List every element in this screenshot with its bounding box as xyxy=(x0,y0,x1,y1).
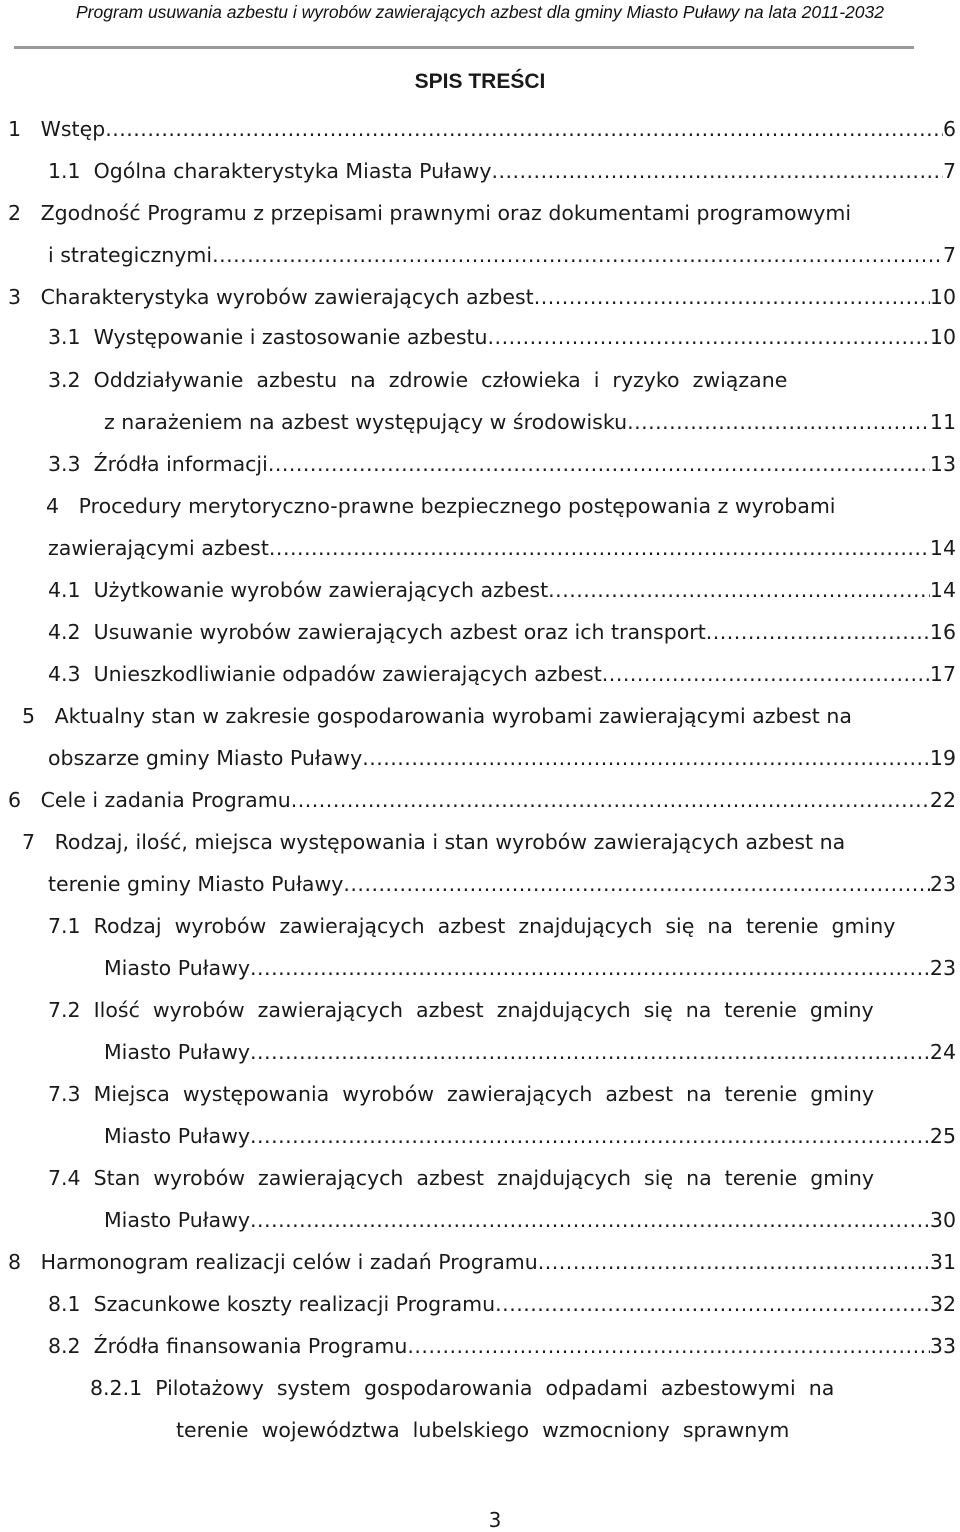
toc-leader-dots xyxy=(212,240,943,270)
toc-entry[interactable] xyxy=(48,156,956,186)
toc-page-number: 25 xyxy=(929,1124,956,1148)
toc-entry-text: Miasto Puławy xyxy=(104,1040,251,1064)
toc-entry-text: Miasto Puławy xyxy=(104,956,251,980)
toc-entry-text: 8.2.1 Pilotażowy system gospodarowania odpadami azbestowymi na xyxy=(90,1376,835,1400)
toc-leader-dots xyxy=(343,869,930,899)
toc-leader-dots xyxy=(495,1289,930,1319)
toc-leader-dots xyxy=(627,407,930,437)
toc-leader-dots xyxy=(491,156,943,186)
toc-title: SPIS TREŚCI xyxy=(414,70,546,93)
toc-page-number: 32 xyxy=(929,1292,956,1316)
toc-leader-dots xyxy=(362,743,930,773)
toc-entry[interactable] xyxy=(48,617,956,647)
toc-entry-text: zawierającymi azbest xyxy=(48,536,269,560)
toc-leader-dots xyxy=(250,1037,930,1067)
toc-entry-text: 7.4 Stan wyrobów zawierających azbest znajdujących się na terenie gminy xyxy=(48,1166,875,1190)
toc-entry-continuation[interactable] xyxy=(48,533,956,563)
toc-entry[interactable] xyxy=(48,1163,918,1193)
toc-entry-text: 7 Rodzaj, ilość, miejsca występowania i stan wyrobów zawierających azbest na xyxy=(22,830,846,854)
toc-leader-dots xyxy=(250,953,930,983)
toc-page-number: 14 xyxy=(929,578,956,602)
toc-entry-continuation[interactable] xyxy=(48,240,956,270)
toc-entry[interactable] xyxy=(8,785,956,815)
toc-leader-dots xyxy=(538,1247,930,1277)
toc-entry-text: terenie gminy Miasto Puławy xyxy=(48,872,344,896)
toc-page-number: 10 xyxy=(929,325,956,349)
toc-entry-text: 3.3 Źródła informacji xyxy=(48,452,268,476)
toc-page-number: 30 xyxy=(929,1208,956,1232)
toc-leader-dots xyxy=(534,282,930,312)
toc-page-number: 10 xyxy=(929,285,956,309)
toc-leader-dots xyxy=(488,322,930,352)
toc-entry-text: Miasto Puławy xyxy=(104,1208,251,1232)
toc-page-number: 22 xyxy=(929,788,956,812)
toc-entry-text: 4.3 Unieszkodliwianie odpadów zawierających azbest xyxy=(48,662,602,686)
toc-entry[interactable] xyxy=(22,701,918,731)
toc-leader-dots xyxy=(602,659,930,689)
toc-entry[interactable] xyxy=(48,1331,956,1361)
toc-entry[interactable] xyxy=(8,1247,956,1277)
toc-page-number: 33 xyxy=(929,1334,956,1358)
toc-entry-continuation[interactable] xyxy=(176,1415,918,1445)
running-header: Program usuwania azbestu i wyrobów zawierających azbest dla gminy Miasto Puławy na lata 2011-2032 xyxy=(75,2,884,22)
toc-page-number: 6 xyxy=(942,117,956,141)
toc-entry-text: 3.1 Występowanie i zastosowanie azbestu xyxy=(48,325,488,349)
toc-entry-text: 7.1 Rodzaj wyrobów zawierających azbest znajdujących się na terenie gminy xyxy=(48,914,896,938)
toc-entry[interactable] xyxy=(48,365,918,395)
toc-entry-text: 4 Procedury merytoryczno-prawne bezpiecznego postępowania z wyrobami xyxy=(46,494,836,518)
toc-entry[interactable] xyxy=(8,198,918,228)
toc-entry-continuation[interactable] xyxy=(104,407,956,437)
toc-entry-text: 8 Harmonogram realizacji celów i zadań Programu xyxy=(8,1250,538,1274)
page-number: 3 xyxy=(488,1508,502,1532)
toc-page-number: 31 xyxy=(929,1250,956,1274)
toc-page-number: 11 xyxy=(929,410,956,434)
toc-entry[interactable] xyxy=(48,911,918,941)
toc-entry-text: Miasto Puławy xyxy=(104,1124,251,1148)
toc-page-number: 7 xyxy=(942,159,956,183)
toc-leader-dots xyxy=(268,449,930,479)
toc-leader-dots xyxy=(407,1331,930,1361)
toc-entry-continuation[interactable] xyxy=(104,1037,956,1067)
toc-entry[interactable] xyxy=(48,322,956,352)
toc-entry[interactable] xyxy=(90,1373,918,1403)
toc-page-number: 19 xyxy=(929,746,956,770)
toc-leader-dots xyxy=(706,617,930,647)
toc-leader-dots xyxy=(250,1121,930,1151)
toc-leader-dots xyxy=(548,575,930,605)
toc-page-number: 23 xyxy=(929,872,956,896)
toc-entry-continuation[interactable] xyxy=(104,1205,956,1235)
toc-entry-text: 1.1 Ogólna charakterystyka Miasta Puławy xyxy=(48,159,492,183)
toc-page-number: 14 xyxy=(929,536,956,560)
toc-entry[interactable] xyxy=(48,1079,918,1109)
toc-entry-text: 2 Zgodność Programu z przepisami prawnymi oraz dokumentami programowymi xyxy=(8,201,852,225)
toc-page-number: 23 xyxy=(929,956,956,980)
toc-entry-text: 7.3 Miejsca występowania wyrobów zawierających azbest na terenie gminy xyxy=(48,1082,875,1106)
toc-entry[interactable] xyxy=(22,827,918,857)
toc-entry-text: 8.2 Źródła finansowania Programu xyxy=(48,1334,408,1358)
toc-page-number: 16 xyxy=(929,620,956,644)
toc-entry[interactable] xyxy=(8,114,956,144)
toc-entry-continuation[interactable] xyxy=(48,869,956,899)
toc-entry-text: 3.2 Oddziaływanie azbestu na zdrowie człowieka i ryzyko związane xyxy=(48,368,788,392)
toc-leader-dots xyxy=(105,114,943,144)
toc-entry[interactable] xyxy=(48,995,918,1025)
toc-entry-text: obszarze gminy Miasto Puławy xyxy=(48,746,363,770)
toc-page-number: 24 xyxy=(929,1040,956,1064)
toc-entry-continuation[interactable] xyxy=(104,1121,956,1151)
toc-leader-dots xyxy=(291,785,930,815)
toc-entry-text: 4.2 Usuwanie wyrobów zawierających azbest oraz ich transport xyxy=(48,620,706,644)
toc-entry[interactable] xyxy=(46,491,918,521)
toc-entry-text: 8.1 Szacunkowe koszty realizacji Programu xyxy=(48,1292,496,1316)
toc-entry-text: 1 Wstęp xyxy=(8,117,106,141)
toc-entry-text: 7.2 Ilość wyrobów zawierających azbest znajdujących się na terenie gminy xyxy=(48,998,874,1022)
toc-entry[interactable] xyxy=(48,1289,956,1319)
toc-entry-text: i strategicznymi xyxy=(48,243,213,267)
toc-entry-text: terenie województwa lubelskiego wzmocniony sprawnym xyxy=(176,1418,790,1442)
toc-leader-dots xyxy=(250,1205,930,1235)
toc-entry[interactable] xyxy=(8,282,956,312)
toc-page-number: 7 xyxy=(942,243,956,267)
toc-entry-text: 4.1 Użytkowanie wyrobów zawierających azbest xyxy=(48,578,549,602)
toc-leader-dots xyxy=(269,533,930,563)
toc-entry-continuation[interactable] xyxy=(104,953,956,983)
toc-entry-text: 6 Cele i zadania Programu xyxy=(8,788,291,812)
toc-entry-text: 5 Aktualny stan w zakresie gospodarowania wyrobami zawierającymi azbest na xyxy=(22,704,852,728)
toc-page-number: 13 xyxy=(929,452,956,476)
toc-entry-text: 3 Charakterystyka wyrobów zawierających azbest xyxy=(8,285,534,309)
toc-entry[interactable] xyxy=(48,659,956,689)
toc-entry-continuation[interactable] xyxy=(48,743,956,773)
toc-entry-text: z narażeniem na azbest występujący w środowisku xyxy=(104,410,628,434)
toc-entry[interactable] xyxy=(48,449,956,479)
toc-entry[interactable] xyxy=(48,575,956,605)
toc-page-number: 17 xyxy=(929,662,956,686)
